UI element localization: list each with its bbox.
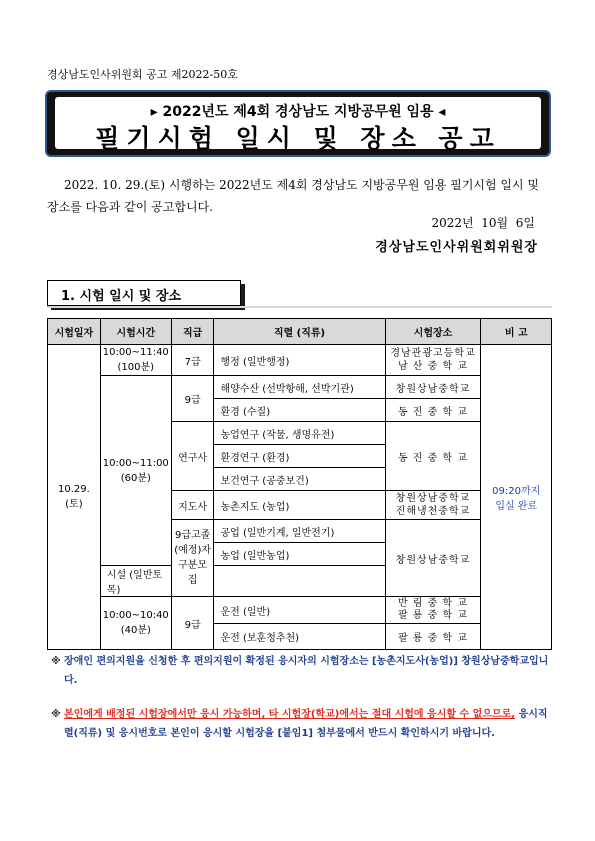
grade-cell: 9급 [171, 597, 214, 650]
banner-subtitle-text: 2022년도 제4회 경상남도 지방공무원 임용 [162, 104, 434, 120]
section-divider [47, 306, 552, 308]
venue-cell: 창원상남중학교 [385, 520, 481, 597]
time-cell: 10:00~11:00 (60분) [100, 376, 171, 566]
time-cell: 10:00~10:40 (40분) [100, 597, 171, 650]
title-banner-inner [55, 97, 541, 153]
series-cell: 농업 (일반농업) [214, 543, 385, 566]
announcement-date: 2022년 10월 6일 [431, 216, 535, 230]
header-venue: 시험장소 [385, 319, 481, 345]
venue-cell: 동 진 중 학 교 [385, 399, 481, 422]
warning-text: 본인에게 배정된 시험장에서만 응시 가능하며, 타 시험장(학교)에서는 절대 시험에 응시할 수 없으므로, [64, 709, 516, 720]
series-cell: 운전 (보훈청추천) [214, 624, 385, 650]
exam-schedule-table [47, 318, 552, 650]
arrow-right-icon: ▸ [150, 104, 158, 120]
reference-mark-icon: ※ [51, 709, 61, 720]
venue-cell: 반 림 중 학 교 팔 룡 중 학 교 [385, 597, 481, 624]
page-title: 필기시험 일시 및 장소 공고 [95, 124, 501, 153]
banner-subtitle [55, 101, 541, 121]
note-continuation: 응시직렬(직류) 및 응시번호로 본인이 응시할 시험장을 [붙임1] 첨부물에서 반드시 확인하시기 바랍니다. [64, 709, 548, 739]
series-cell: 농업연구 (작물, 생명유전) [214, 422, 385, 445]
header-series: 직렬 (직류) [214, 319, 385, 345]
series-cell: 농촌지도 (농업) [214, 491, 385, 520]
venue-cell: 팔 룡 중 학 교 [385, 624, 481, 650]
intro-paragraph: 2022. 10. 29.(토) 시행하는 2022년도 제4회 경상남도 지방공무원 임용 필기시험 일시 및 장소를 다음과 같이 공고합니다. [47, 178, 540, 214]
grade-cell: 연구사 [171, 422, 214, 491]
table-row [48, 376, 552, 399]
series-cell: 시설 (일반토목) [100, 566, 171, 597]
remark-cell: 09:20까지 입실 완료 [481, 345, 552, 650]
note-text: 장애인 편의지원을 신청한 후 편의지원이 확정된 응시자의 시험장소는 [농촌지도사(농업)] 창원상남중학교입니다. [64, 656, 549, 686]
exam-date-cell: 10.29. (토) [48, 345, 101, 650]
note-text [64, 705, 554, 743]
grade-cell: 지도사 [171, 491, 214, 520]
series-cell: 해양수산 (선박항해, 선박기관) [214, 376, 385, 399]
series-cell: 운전 (일반) [214, 597, 385, 624]
series-cell: 환경 (수질) [214, 399, 385, 422]
series-cell: 행정 (일반행정) [214, 345, 385, 376]
signer: 경상남도인사위원회위원장 [375, 240, 538, 255]
title-banner [45, 90, 551, 157]
reference-mark-icon: ※ [51, 656, 61, 667]
series-cell: 환경연구 (환경) [214, 445, 385, 468]
table-row [48, 345, 552, 376]
table-row [48, 597, 552, 624]
table-header-row [48, 319, 552, 345]
venue-cell: 경남관광고등학교 남 산 중 학 교 [385, 345, 481, 376]
grade-cell: 9급 [171, 376, 214, 422]
series-cell: 보건연구 (공중보건) [214, 468, 385, 491]
arrow-left-icon: ◂ [438, 104, 446, 120]
header-exam-date: 시험일자 [48, 319, 101, 345]
intro [47, 174, 547, 218]
grade-cell: 7급 [171, 345, 214, 376]
venue-cell: 창원상남중학교 진해냉천중학교 [385, 491, 481, 520]
section-heading [47, 280, 241, 306]
header-exam-time: 시험시간 [100, 319, 171, 345]
series-cell: 공업 (일반기계, 일반전기) [214, 520, 385, 543]
time-cell: 10:00~11:40 (100분) [100, 345, 171, 376]
header-remark: 비 고 [481, 319, 552, 345]
venue-cell: 동 진 중 학 교 [385, 422, 481, 491]
notice-number: 경상남도인사위원회 공고 제2022-50호 [47, 68, 238, 81]
grade-cell: 9급고졸 (예정)자 구분모집 [171, 520, 214, 597]
header-grade: 직급 [171, 319, 214, 345]
section-heading-text: 1. 시험 일시 및 장소 [61, 289, 181, 304]
venue-cell: 창원상남중학교 [385, 376, 481, 399]
